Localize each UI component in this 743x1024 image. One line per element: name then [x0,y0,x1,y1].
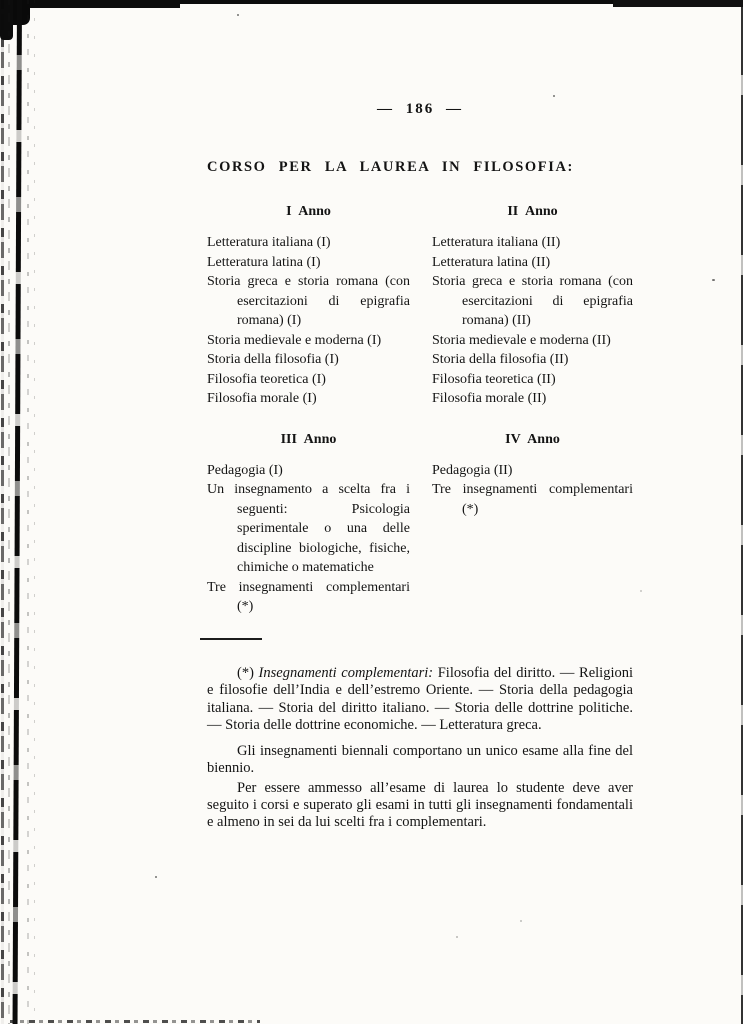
course-item: Storia greca e storia romana (con esercitazioni di epigrafia romana) (I) [207,274,410,328]
footnote-text: Filosofia del diritto. — Religioni e filosofie dell’India e dell’estremo Oriente. — Storia della pedagogia italiana. — Storia del diritto italiano. — Storia delle dottrine politiche. — Storia delle dottrine economiche. — Letteratura greca. [207,665,634,733]
course-item: Storia medievale e moderna (I) [207,332,382,348]
course-item: Storia della filosofia (I) [207,352,339,367]
course-item: Filosofia teoretica (I) [207,371,326,387]
page-title: CORSO PER LA LAUREA IN FILOSOFIA: [207,159,574,175]
page-number: — 186 — [377,101,463,117]
binding-streak [27,0,29,1024]
footnote-label: Insegnamenti complementari: [258,665,434,681]
course-item: Storia greca e storia romana (con esercitazioni di epigrafia romana) (II) [432,274,633,328]
year-heading: IV Anno [505,431,560,447]
page-bottom-content [207,0,633,1024]
course-item: Pedagogia (II) [432,462,513,478]
binding-streak [34,0,35,1024]
footnote [207,665,633,734]
year-heading: I Anno [286,204,331,219]
scan-speck [640,590,642,592]
course-item: Pedagogia (I) [207,462,283,478]
course-item: Storia della filosofia (II) [432,352,569,367]
course-item: Letteratura latina (II) [432,254,551,270]
binding-streak [13,0,22,1024]
course-item: Un insegnamento a scelta fra i seguenti: Psicologia sperimentale o una delle discipline biologiche, fisiche, chimiche o matematiche [207,482,410,575]
course-item: Tre insegnamenti complementari (*) [207,579,410,614]
body-paragraph: Gli insegnamenti biennali comportano un unico esame alla fine del biennio. [207,743,633,777]
course-item: Letteratura italiana (II) [432,235,561,250]
course-item: Letteratura latina (I) [207,254,321,270]
binding-streak [8,0,10,1024]
body-paragraph: Per essere ammesso all’esame di laurea lo studente deve aver seguito i corsi e superato gli esami in tutti gli insegnamenti fondamentali e almeno in sei da lui scelti fra i complementari. [207,779,633,831]
course-item: Filosofia morale (II) [432,391,547,406]
bottom-text-block [207,665,633,832]
scan-speck [155,876,157,878]
year-heading: II Anno [507,204,558,219]
scan-speck [712,279,715,281]
course-item: Filosofia morale (I) [207,391,317,406]
course-item: Storia medievale e moderna (II) [432,332,611,348]
footnote-marker: (*) [237,665,254,681]
course-item: Filosofia teoretica (II) [432,371,556,387]
course-item: Tre insegnamenti complementari (*) [432,482,633,517]
year-heading: III Anno [280,431,337,447]
course-item: Letteratura italiana (I) [207,235,331,250]
binding-streak [1,0,4,1024]
